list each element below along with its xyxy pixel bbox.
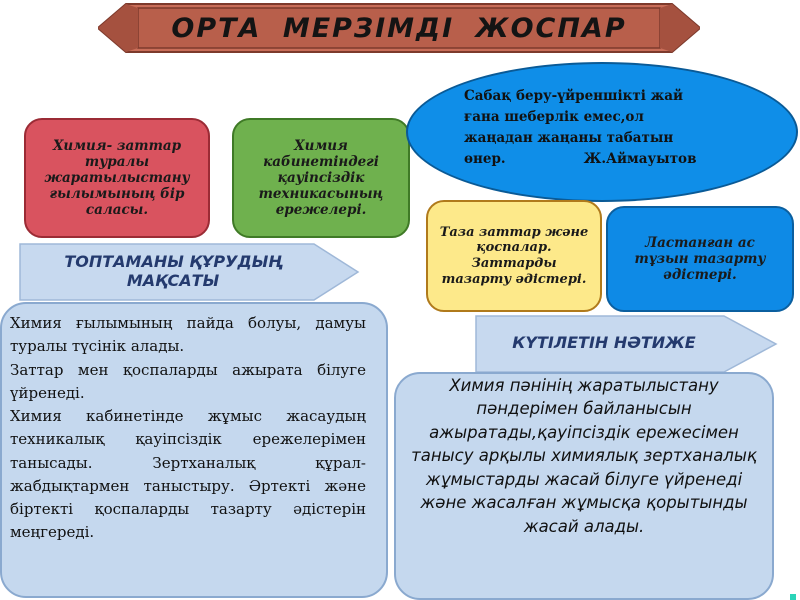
goal-item: Химия кабинетінде жұмыс жасаудың техникалық қауіпсіздік ережелерімен танысады. Зертханалық құрал-жабдықтармен таныстыру. Әртекті және біртекті қоспаларды тазарту әдістерін меңгереді. [10, 407, 366, 542]
goal-arrow-label: ТОПТАМАНЫ ҚҰРУДЫҢ МАҚСАТЫ [64, 251, 282, 290]
quote-line-1: Сабақ беру-үйреншікті жай [464, 88, 684, 104]
quote-ellipse [406, 62, 798, 202]
quote-author: Ж.Аймауытов [583, 150, 697, 167]
goal-arrow [18, 242, 360, 306]
goal-item: Химия ғылымының пайда болуы, дамуы туралы түсінік алады. [10, 314, 366, 356]
result-arrow [474, 312, 778, 376]
result-text: Химия пәнінің жаратылыстану пәндерімен байланысын ажыратады,қауіпсіздік ережесімен танысу арқылы химиялық зертханалық жұмыстарды жасай білуге үйренеді және жасалған жұмысқа қорытынды жасай алады. [411, 376, 757, 536]
salt-purification-box: Ластанған ас тұзын тазарту әдістері. [606, 206, 794, 312]
safety-rules-box: Химия кабинетіндегі қауіпсіздік техникасының ережелері. [232, 118, 410, 238]
quote-line-2: ғана шеберлік емес,ол [464, 108, 644, 125]
quote-line-4-text: өнер. [464, 150, 506, 167]
mixtures-box: Таза заттар және қоспалар. Заттарды тазарту әдістері. [426, 200, 602, 312]
science-topic-box: Химия- заттар туралы жаратылыстану ғылымының бір саласы. [24, 118, 210, 238]
results-panel [394, 372, 774, 600]
corner-marker [790, 594, 796, 600]
goals-panel [0, 302, 388, 598]
result-arrow-label: КҮТІЛЕТІН НӘТИЖЕ [512, 333, 696, 353]
quote-line-3: жаңадан жаңаны табатын [464, 129, 674, 146]
title-banner [98, 0, 700, 56]
goal-item: Заттар мен қоспаларды ажырата білуге үйренеді. [10, 360, 366, 402]
page-title: ОРТА МЕРЗІМДІ ЖОСПАР [171, 12, 627, 44]
quote-line-4 [464, 149, 746, 170]
